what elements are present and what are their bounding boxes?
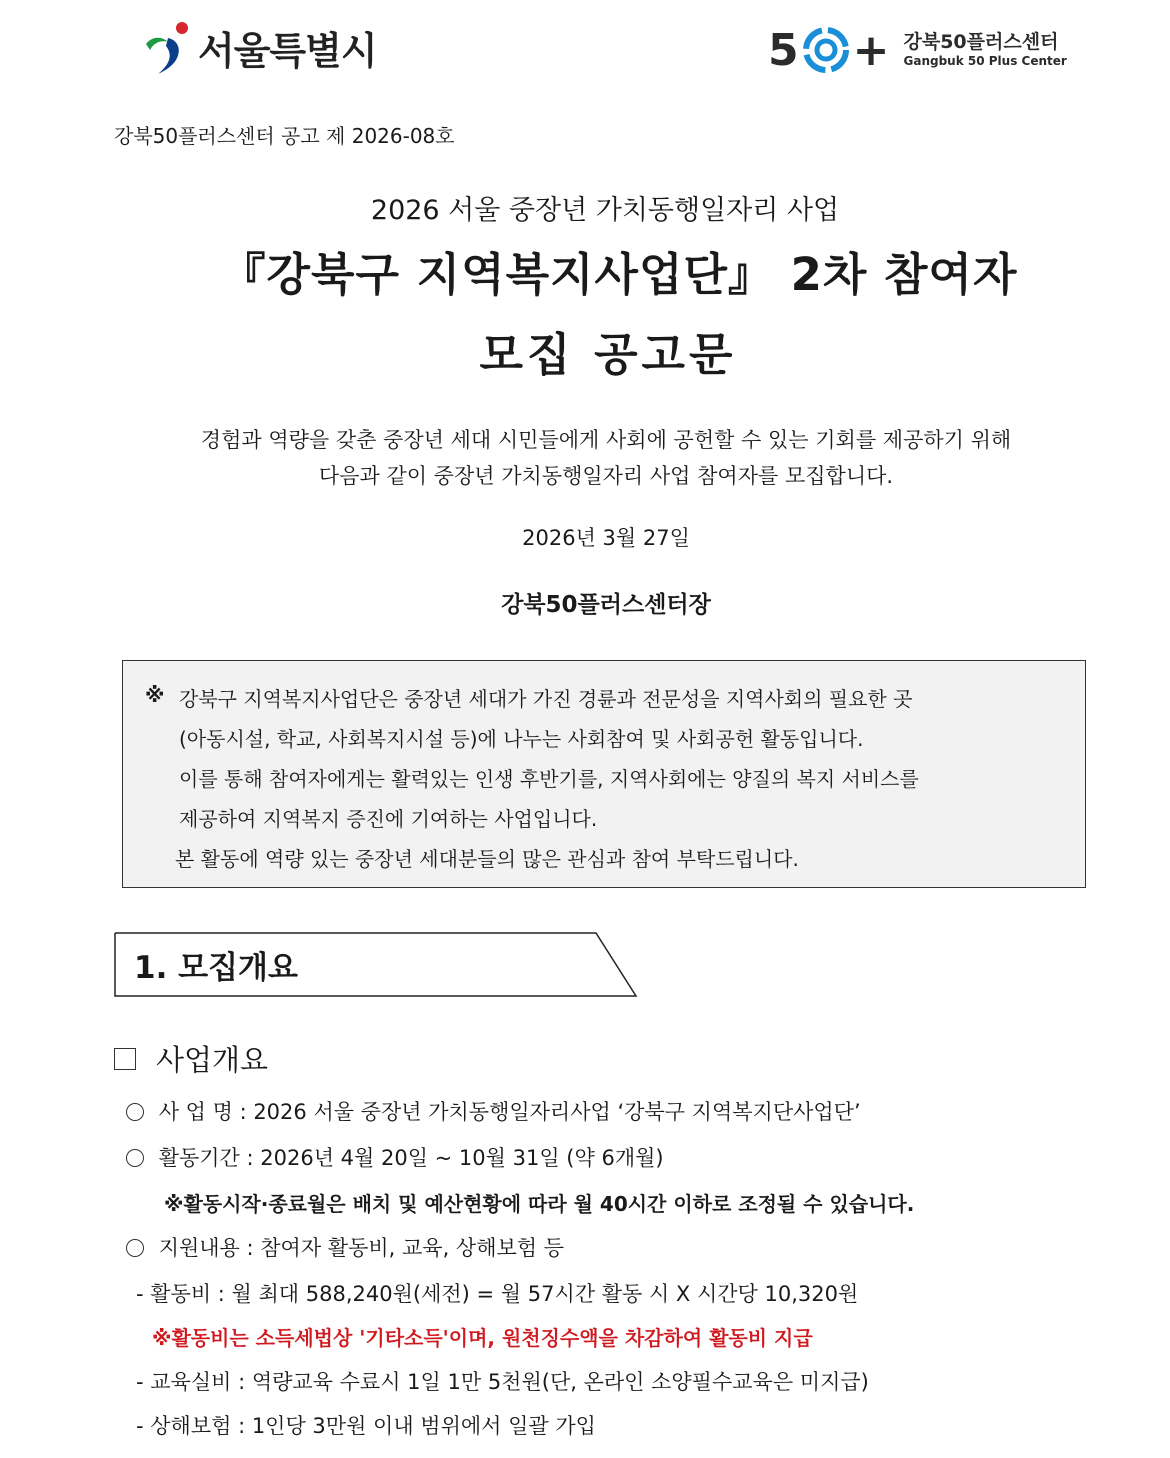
intro-line-2: 다음과 같이 중장년 가치동행일자리 사업 참여자를 모집합니다. xyxy=(318,464,894,488)
note-line: 제공하여 지역복지 증진에 기여하는 사업입니다. xyxy=(179,807,598,831)
intro-line-1: 경험과 역량을 갖춘 중장년 세대 시민들에게 사회에 공헌할 수 있는 기회를 제공하기 위해 xyxy=(200,428,1012,452)
circle-bullet-icon xyxy=(126,1103,144,1121)
insurance-line: - 상해보험 : 1인당 3만원 이내 범위에서 일괄 가입 xyxy=(136,1414,596,1438)
notice-signer: 강북50플러스센터장 xyxy=(501,592,711,618)
note-mark: ※ xyxy=(145,683,165,707)
item-text: 사 업 명 : 2026 서울 중장년 가치동행일자리사업 ‘강북구 지역복지단사업단’ xyxy=(158,1100,861,1124)
document-title-line2: 모집 공고문 xyxy=(479,328,737,381)
center-name-block xyxy=(904,31,1067,69)
period-note: ※활동시작·종료월은 배치 및 예산현황에 따라 월 40시간 이하로 조정될 수 있습니다. xyxy=(164,1192,915,1216)
note-line: 본 활동에 역량 있는 중장년 세대분들의 많은 관심과 참여 부탁드립니다. xyxy=(175,847,799,871)
center-name-en: Gangbuk 50 Plus Center xyxy=(903,54,1067,68)
logo-digit-five: 5 xyxy=(768,24,799,76)
note-line: 이를 통해 참여자에게는 활력있는 인생 후반기를, 지역사회에는 양질의 복지 서비스를 xyxy=(179,767,919,791)
note-line: (아동시설, 학교, 사회복지시설 등)에 나누는 사회참여 및 사회공헌 활동입니다. xyxy=(179,727,864,751)
education-line: - 교육실비 : 역량교육 수료시 1일 1만 5천원(단, 온라인 소양필수교육은 미지급) xyxy=(136,1370,869,1394)
seoul-emblem-icon xyxy=(138,18,196,76)
allowance-line: - 활동비 : 월 최대 588,240원(세전) = 월 57시간 활동 시 X 시간당 10,320원 xyxy=(136,1282,859,1306)
seoul-logo xyxy=(138,16,377,78)
item-text: 활동기간 : 2026년 4월 20일 ~ 10월 31일 (약 6개월) xyxy=(158,1146,664,1170)
notice-number: 강북50플러스센터 공고 제 2026-08호 xyxy=(114,124,455,148)
item-support xyxy=(126,1232,564,1262)
logo-plus: + xyxy=(852,24,890,76)
center-name-ko: 강북50플러스센터 xyxy=(903,31,1059,53)
document-subtitle: 2026 서울 중장년 가치동행일자리 사업 xyxy=(370,195,840,226)
gangbuk-50plus-logo xyxy=(768,22,1067,78)
item-text: 지원내용 : 참여자 활동비, 교육, 상해보험 등 xyxy=(158,1236,565,1260)
section-header xyxy=(114,932,638,998)
circle-bullet-icon xyxy=(126,1149,144,1167)
checkbox-square-icon xyxy=(114,1048,136,1070)
note-box xyxy=(122,660,1086,888)
allowance-note: ※활동비는 소득세법상 '기타소득'이며, 원천징수액을 차감하여 활동비 지급 xyxy=(152,1326,813,1350)
ring-zero-icon xyxy=(801,25,851,75)
note-line: 강북구 지역복지사업단은 중장년 세대가 가진 경륜과 전문성을 지역사회의 필요한 곳 xyxy=(179,687,913,711)
section-title: 1. 모집개요 xyxy=(134,950,298,986)
subsection-title: 사업개요 xyxy=(156,1043,269,1077)
item-period xyxy=(126,1142,664,1172)
circle-bullet-icon xyxy=(126,1239,144,1257)
document-title-line1: 『강북구 지역복지사업단』 2차 참여자 xyxy=(220,248,1018,301)
item-project-name xyxy=(126,1096,861,1126)
seoul-logo-text: 서울특별시 xyxy=(198,28,377,73)
notice-date: 2026년 3월 27일 xyxy=(522,526,690,550)
